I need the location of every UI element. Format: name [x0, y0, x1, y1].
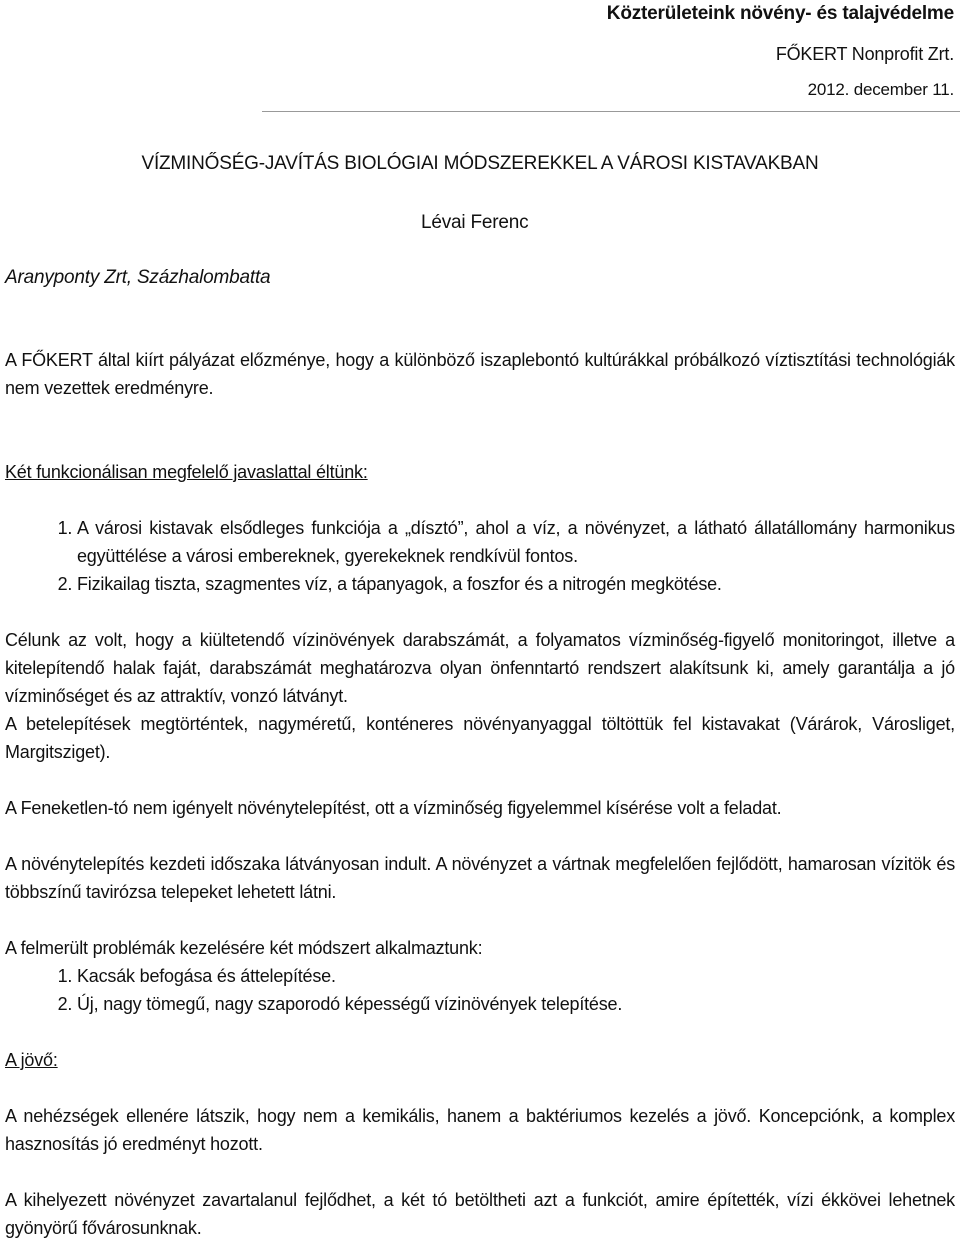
future-heading: A jövő:: [5, 1050, 58, 1070]
list-item: 2. Fizikailag tiszta, szagmentes víz, a tápanyagok, a foszfor és a nitrogén megkötése.: [77, 570, 955, 598]
plantings-paragraph: A betelepítések megtörténtek, nagyméretű, konténeres növényanyaggal töltöttük fel kistavakat (Várárok, Városliget, Margitsziget).: [5, 714, 955, 762]
list-item: 2. Új, nagy tömegű, nagy szaporodó képességű vízinövények telepítése.: [77, 990, 955, 1018]
author-name: Lévai Ferenc: [421, 212, 529, 233]
header-divider: [262, 111, 960, 112]
document-header: [607, 0, 954, 101]
document-date: 2012. december 11.: [807, 80, 954, 99]
list-item: 1. A városi kistavak elsődleges funkciója a „dísztó”, ahol a víz, a növényzet, a látható állatállomány harmonikus együttélése a városi embereknek, gyerekeknek rendkívül fontos.: [77, 514, 955, 570]
goal-paragraph: Célunk az volt, hogy a kiültetendő vízinövények darabszámát, a folyamatos vízminőség-figyelő monitoringot, illetve a kitelepítendő halak faját, darabszámát meghatározva olyan önfenntartó rendszert alakítsunk ki, amely garantálja a jó vízminőséget és az attraktív, vonzó látványt.: [5, 630, 955, 706]
series-title: Közterületeink növény- és talajvédelme: [606, 3, 954, 24]
list-item: 1. Kacsák befogása és áttelepítése.: [77, 962, 955, 990]
proposals-heading: Két funkcionálisan megfelelő javaslattal éltünk:: [5, 462, 368, 482]
methods-list: [5, 962, 955, 1018]
author-affiliation: Aranyponty Zrt, Százhalombatta: [5, 267, 271, 288]
initial-period-paragraph: A növénytelepítés kezdeti időszaka látványosan indult. A növényzet a vártnak megfelelően fejlődött, hamarosan vízitök és többszínű tavirózsa telepeket lehetett látni.: [5, 854, 955, 902]
problems-heading: A felmerült problémák kezelésére két módszert alkalmaztunk:: [5, 938, 483, 958]
closing-paragraph: A kihelyezett növényzet zavartalanul fejlődhet, a két tó betöltheti azt a funkciót, amire építették, vízi ékkövei lehetnek gyönyörű fővárosunknak.: [5, 1190, 955, 1238]
feneketlen-paragraph: A Feneketlen-tó nem igényelt növénytelepítést, ott a vízminőség figyelemmel kísérése volt a feladat.: [5, 798, 782, 818]
proposals-list: [5, 514, 955, 598]
future-paragraph: A nehézségek ellenére látszik, hogy nem a kemikális, hanem a baktériumos kezelés a jövő. Koncepciónk, a komplex hasznosítás jó eredményt hozott.: [5, 1106, 955, 1154]
intro-paragraph: A FŐKERT által kiírt pályázat előzménye, hogy a különböző iszaplebontó kultúrákkal próbálkozó víztisztítási technológiák nem vezettek eredményre.: [5, 350, 955, 398]
page-title: VÍZMINŐSÉG-JAVÍTÁS BIOLÓGIAI MÓDSZEREKKEL A VÁROSI KISTAVAKBAN: [141, 153, 819, 174]
document-body: [5, 346, 955, 1242]
organization-name: FŐKERT Nonprofit Zrt.: [775, 44, 954, 64]
